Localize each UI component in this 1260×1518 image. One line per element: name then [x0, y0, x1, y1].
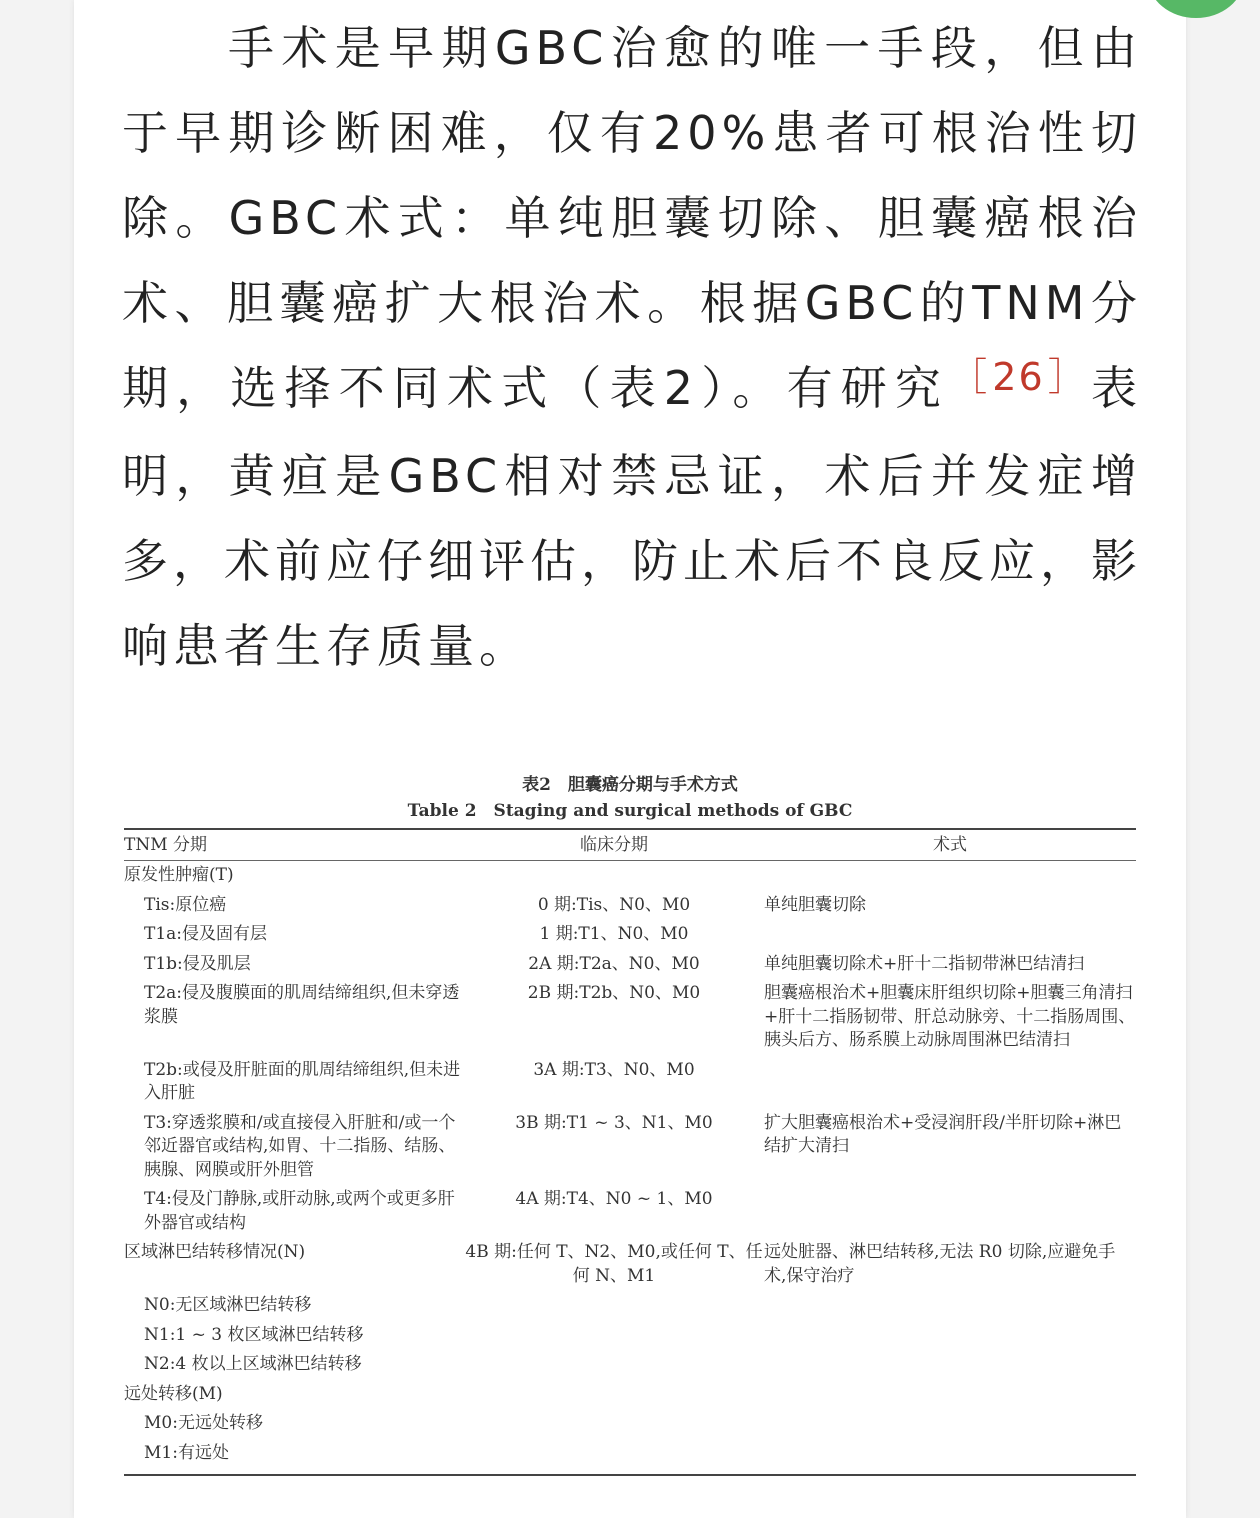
- table-row: [124, 891, 1136, 921]
- header-surgery: 术式: [933, 835, 967, 855]
- cell-surgery: [764, 864, 1136, 888]
- cell-tnm: T1b:侵及肌层: [144, 953, 251, 974]
- cell-tnm: 远处转移(M): [124, 1383, 223, 1404]
- cell-stage: [464, 1294, 764, 1318]
- cell-surgery: 单纯胆囊切除术+肝十二指韧带淋巴结清扫: [764, 953, 1085, 974]
- citation-link[interactable]: ［26］: [949, 355, 1091, 399]
- table-row: [124, 1439, 1136, 1469]
- cell-surgery: 胆囊癌根治术+胆囊床肝组织切除+胆囊三角清扫+肝十二指肠韧带、肝总动脉旁、十二指肠周围、胰头后方、肠系膜上动脉周围淋巴结清扫: [764, 983, 1136, 1050]
- cell-surgery: [764, 1353, 1136, 1377]
- cell-tnm: Tis:原位癌: [144, 894, 227, 915]
- cell-stage: 2A 期:T2a、N0、M0: [528, 953, 700, 974]
- article-text-before-citation: 手术是早期GBC治愈的唯一手段，但由于早期诊断困难，仅有20%患者可根治性切除。GBC术式：单纯胆囊切除、胆囊癌根治术、胆囊癌扩大根治术。根据GBC的TNM分期，选择不同术式（表2）。有研究: [122, 21, 1142, 415]
- staging-table: [124, 772, 1136, 1476]
- table-row: [124, 1056, 1136, 1109]
- cell-tnm: N2:4 枚以上区域淋巴结转移: [144, 1354, 362, 1374]
- cell-surgery: [764, 1324, 1136, 1348]
- table-row: [124, 1409, 1136, 1439]
- cell-surgery: [764, 1442, 1136, 1466]
- cell-tnm: T2a:侵及腹膜面的肌周结缔组织,但未穿透浆膜: [144, 983, 460, 1027]
- cell-surgery: [764, 1412, 1136, 1436]
- article-paragraph: [122, 6, 1142, 689]
- header-tnm: TNM 分期: [124, 835, 208, 855]
- cell-stage: 2B 期:T2b、N0、M0: [527, 983, 701, 1003]
- table-row: [124, 920, 1136, 950]
- table-row: [124, 1380, 1136, 1410]
- cell-stage: [464, 864, 764, 888]
- table-row: [124, 861, 1136, 891]
- cell-stage: [464, 1353, 764, 1377]
- cell-tnm: N1:1 ~ 3 枚区域淋巴结转移: [144, 1324, 364, 1345]
- cell-stage: 4B 期:任何 T、N2、M0,或任何 T、任何 N、M1: [465, 1242, 763, 1286]
- cell-tnm: M1:有远处: [144, 1442, 229, 1463]
- table-row: [124, 1321, 1136, 1351]
- table-row: [124, 979, 1136, 1056]
- cell-surgery: 远处脏器、淋巴结转移,无法 R0 切除,应避免手术,保守治疗: [764, 1242, 1116, 1286]
- cell-tnm: T4:侵及门静脉,或肝动脉,或两个或更多肝外器官或结构: [144, 1189, 455, 1233]
- cell-stage: [464, 1324, 764, 1348]
- table-row: [124, 1350, 1136, 1380]
- table-caption-cn: 表2 胆囊癌分期与手术方式: [522, 775, 738, 795]
- cell-surgery: [764, 923, 1136, 947]
- cell-surgery: 单纯胆囊切除: [764, 894, 866, 915]
- cell-stage: 1 期:T1、N0、M0: [539, 924, 689, 944]
- table-row: [124, 1185, 1136, 1238]
- cell-stage: [464, 1383, 764, 1407]
- table-row: [124, 1291, 1136, 1321]
- cell-stage: [464, 1412, 764, 1436]
- cell-stage: 3A 期:T3、N0、M0: [533, 1059, 695, 1080]
- cell-stage: 0 期:Tis、N0、M0: [537, 894, 691, 915]
- cell-tnm: T1a:侵及固有层: [144, 924, 268, 944]
- cell-surgery: [764, 1059, 1136, 1106]
- cell-tnm: T2b:或侵及肝脏面的肌周结缔组织,但未进入肝脏: [144, 1059, 461, 1103]
- table-row: [124, 1238, 1136, 1291]
- cell-tnm: M0:无远处转移: [144, 1413, 263, 1433]
- cell-stage: [464, 1442, 764, 1466]
- table-caption-en: Table 2 Staging and surgical methods of GBC: [407, 801, 853, 821]
- cell-tnm: 原发性肿瘤(T): [124, 865, 234, 885]
- cell-surgery: 扩大胆囊癌根治术+受浸润肝段/半肝切除+淋巴结扩大清扫: [764, 1112, 1122, 1156]
- cell-tnm: T3:穿透浆膜和/或直接侵入肝脏和/或一个邻近器官或结构,如胃、十二指肠、结肠、胰腺、网膜或肝外胆管: [144, 1112, 456, 1180]
- cell-tnm: N0:无区域淋巴结转移: [144, 1295, 312, 1315]
- cell-surgery: [764, 1294, 1136, 1318]
- cell-surgery: [764, 1383, 1136, 1407]
- table-row: [124, 950, 1136, 980]
- article-text-after-citation: 表明，黄疸是GBC相对禁忌证，术后并发症增多，术前应仔细评估，防止术后不良反应，影响患者生存质量。: [122, 361, 1142, 673]
- cell-tnm: 区域淋巴结转移情况(N): [124, 1242, 306, 1262]
- table-row: [124, 1109, 1136, 1186]
- table-bottom-rule: [124, 1474, 1136, 1476]
- cell-surgery: [764, 1188, 1136, 1235]
- cell-stage: 4A 期:T4、N0 ~ 1、M0: [515, 1189, 713, 1209]
- header-clinical-stage: 临床分期: [580, 835, 648, 855]
- cell-stage: 3B 期:T1 ~ 3、N1、M0: [515, 1112, 713, 1133]
- table-header-row: [124, 830, 1136, 860]
